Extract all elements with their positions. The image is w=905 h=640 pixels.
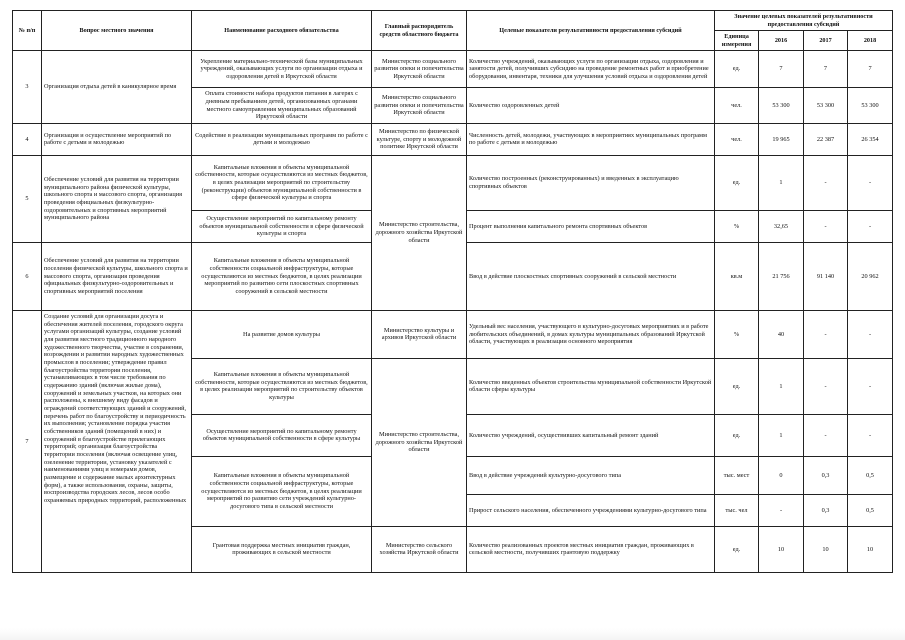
header-2016: 2016	[759, 31, 804, 51]
header-question: Вопрос местного значения	[42, 11, 192, 51]
unit-cell: %	[715, 210, 759, 242]
obligation-text: Капитальные вложения в объекты муниципальной собственности социальной инфраструктуры, которые осуществляются из местных бюджетов, в целях реализации мероприятий по развитию сети учреждений культурно-досугового типа в сельской местности	[192, 456, 372, 526]
value-2018: 10	[848, 526, 893, 572]
obligation-text: Содействие в реализации муниципальных программ по работе с детьми и молодежью	[192, 123, 372, 155]
table-row	[13, 123, 893, 155]
value-2017: -	[804, 155, 848, 210]
value-2016: 0	[759, 456, 804, 494]
value-2018: -	[848, 155, 893, 210]
value-2016: 7	[759, 51, 804, 88]
manager-text: Министерство культуры и архивов Иркутской области	[372, 310, 467, 358]
obligation-text: Осуществление мероприятий по капитальному ремонту объектов муниципальной собственности в сфере физической культуры и спорта	[192, 210, 372, 242]
unit-cell: ед.	[715, 51, 759, 88]
value-2017: -	[804, 414, 848, 456]
value-2016: 1	[759, 155, 804, 210]
value-2017: 7	[804, 51, 848, 88]
value-2016: -	[759, 494, 804, 526]
value-2016: 10	[759, 526, 804, 572]
row-number: 3	[13, 51, 42, 124]
value-2018: -	[848, 414, 893, 456]
table-row	[13, 155, 893, 210]
header-obligation: Наименование расходного обязательства	[192, 11, 372, 51]
indicator-text: Количество оздоровленных детей	[467, 88, 715, 124]
value-2017: 0,3	[804, 456, 848, 494]
value-2016: 1	[759, 414, 804, 456]
header-manager: Главный распорядитель средств областного бюджета	[372, 11, 467, 51]
obligation-text: Грантовая поддержка местных инициатив граждан, проживающих в сельской местности	[192, 526, 372, 572]
unit-cell: тыс. мест	[715, 456, 759, 494]
manager-text: Министерство строительства, дорожного хозяйства Иркутской области	[372, 358, 467, 526]
manager-text: Министерство социального развития опеки и попечительства Иркутской области	[372, 88, 467, 124]
value-2018: 20 962	[848, 242, 893, 310]
obligation-text: Осуществление мероприятий по капитальному ремонту объектов муниципальной собственности в сфере культуры	[192, 414, 372, 456]
obligation-text: Капитальные вложения в объекты муниципальной собственности, которые осуществляются из местных бюджетов, в целях реализации мероприятий по строительству (реконструкции) объектов муниципальной собственности в сфере физической культуры и спорта	[192, 155, 372, 210]
unit-cell: ед.	[715, 155, 759, 210]
local-question: Создание условий для организации досуга и обеспечения жителей поселения, городского округа услугами организаций культуры, создание условий для развития местного традиционного народного художественного творчества, участие в сохранении, возрождении и развитии народных художественных промыслов в поселении; утверждение правил благоустройства территории поселения, устанавливающих в том числе требования по содержанию зданий (включая жилые дома), сооружений и земельных участков, на которых они расположены, к внешнему виду фасадов и ограждений соответствующих зданий и сооружений, перечень работ по благоустройству и периодичность их выполнения; установление порядка участия собственников зданий (помещений в них) и сооружений в благоустройстве прилегающих территорий; организация благоустройства территории поселения (включая освещение улиц, озеленение территории, установку указателей с наименованиями улиц и номерами домов, размещение и содержание малых архитектурных форм), а также использования, охраны, защиты, воспроизводства городских лесов, лесов особо охраняемых природных территорий, расположенных	[42, 310, 192, 572]
row-number: 5	[13, 155, 42, 242]
value-2018: 0,5	[848, 494, 893, 526]
value-2018: 7	[848, 51, 893, 88]
unit-cell: ед.	[715, 414, 759, 456]
manager-text: Министерство по физической культуре, спорту и молодежной политике Иркутской области	[372, 123, 467, 155]
unit-cell: %	[715, 310, 759, 358]
value-2017: 0,3	[804, 494, 848, 526]
indicator-text: Количество построенных (реконструированных) и введенных в эксплуатацию спортивных объектов	[467, 155, 715, 210]
value-2016: 40	[759, 310, 804, 358]
indicator-text: Удельный вес населения, участвующего в культурно-досуговых мероприятиях и в работе любительских объединений, в домах культуры муниципальных образований Иркутской области, участвующих в реализации основного мероприятия	[467, 310, 715, 358]
value-2016: 21 756	[759, 242, 804, 310]
value-2017: -	[804, 210, 848, 242]
table-row	[13, 51, 893, 88]
obligation-text: Оплата стоимости набора продуктов питания в лагерях с дневным пребыванием детей, организованных органами местного самоуправления муниципальных образований Иркутской области	[192, 88, 372, 124]
obligation-text: Капитальные вложения в объекты муниципальной собственности, которые осуществляются из местных бюджетов, в целях реализации мероприятий по строительству объектов культуры	[192, 358, 372, 414]
value-2018: 26 354	[848, 123, 893, 155]
unit-cell: кв.м	[715, 242, 759, 310]
header-indicator: Целевые показатели результативности предоставления субсидий	[467, 11, 715, 51]
indicator-text: Численность детей, молодежи, участвующих в мероприятиях муниципальных программ по работе с детьми и молодежью	[467, 123, 715, 155]
obligation-text: На развитие домов культуры	[192, 310, 372, 358]
manager-text: Министерство социального развития опеки и попечительства Иркутской области	[372, 51, 467, 88]
header-unit: Единица измерения	[715, 31, 759, 51]
indicator-text: Количество учреждений, оказывающих услуги по организации отдыха, оздоровления и занятости детей, получивших субсидию на проведение ремонтных работ и приобретение оборудования, инвентаря, техники для улучшения условий отдыха и оздоровления детей	[467, 51, 715, 88]
value-2018: 0,5	[848, 456, 893, 494]
unit-cell: чел.	[715, 88, 759, 124]
local-question: Обеспечение условий для развития на территории поселения физической культуры, школьного спорта и массового спорта, организация проведения официальных физкультурно-оздоровительных и спортивных мероприятий поселения	[42, 242, 192, 310]
indicator-text: Количество учреждений, осуществивших капитальный ремонт зданий	[467, 414, 715, 456]
indicator-text: Количество реализованных проектов местных инициатив граждан, проживающих в сельской местности, получивших грантовую поддержку	[467, 526, 715, 572]
value-2016: 1	[759, 358, 804, 414]
local-question: Организация отдыха детей в каникулярное время	[42, 51, 192, 124]
value-2018: -	[848, 210, 893, 242]
header-2017: 2017	[804, 31, 848, 51]
value-2018: -	[848, 310, 893, 358]
value-2018: 53 300	[848, 88, 893, 124]
indicator-text: Ввод в действие плоскостных спортивных сооружений в сельской местности	[467, 242, 715, 310]
unit-cell: ед.	[715, 358, 759, 414]
value-2017: -	[804, 310, 848, 358]
value-2017: 22 387	[804, 123, 848, 155]
scan-edge	[0, 628, 905, 640]
row-number: 7	[13, 310, 42, 572]
indicator-text: Прирост сельского населения, обеспеченного учреждениями культурно-досугового типа	[467, 494, 715, 526]
unit-cell: чел.	[715, 123, 759, 155]
header-2018: 2018	[848, 31, 893, 51]
value-2016: 32,65	[759, 210, 804, 242]
value-2017: 10	[804, 526, 848, 572]
local-question: Обеспечение условий для развития на территории муниципального района физической культуры, школьного спорта и массового спорта, организация проведения официальных физкультурно-оздоровительных и спортивных мероприятий муниципального района	[42, 155, 192, 242]
indicator-text: Ввод в действие учреждений культурно-досугового типа	[467, 456, 715, 494]
row-number: 4	[13, 123, 42, 155]
manager-text: Министерство сельского хозяйства Иркутской области	[372, 526, 467, 572]
value-2018: -	[848, 358, 893, 414]
obligation-text: Укрепление материально-технической базы муниципальных учреждений, оказывающих услуги по организации отдыха и оздоровления детей в Иркутской области	[192, 51, 372, 88]
unit-cell: тыс. чел	[715, 494, 759, 526]
document-page	[12, 10, 892, 625]
manager-text: Министерство строительства, дорожного хозяйства Иркутской области	[372, 155, 467, 310]
subsidy-table	[12, 10, 893, 573]
table-row	[13, 310, 893, 358]
header-num: № п/п	[13, 11, 42, 51]
value-2016: 19 965	[759, 123, 804, 155]
value-2016: 53 300	[759, 88, 804, 124]
unit-cell: ед.	[715, 526, 759, 572]
obligation-text: Капитальные вложения в объекты муниципальной собственности социальной инфраструктуры, которые осуществляются из местных бюджетов, в целях реализации мероприятий по развитию сети плоскостных спортивных сооружений в сельской местности	[192, 242, 372, 310]
value-2017: 91 140	[804, 242, 848, 310]
value-2017: -	[804, 358, 848, 414]
indicator-text: Количество введенных объектов строительства муниципальной собственности Иркутской области сферы культуры	[467, 358, 715, 414]
indicator-text: Процент выполнения капитального ремонта спортивных объектов	[467, 210, 715, 242]
value-2017: 53 300	[804, 88, 848, 124]
row-number: 6	[13, 242, 42, 310]
header-values-group: Значение целевых показателей результативности предоставления субсидий	[715, 11, 893, 31]
local-question: Организация и осуществление мероприятий по работе с детьми и молодежью	[42, 123, 192, 155]
